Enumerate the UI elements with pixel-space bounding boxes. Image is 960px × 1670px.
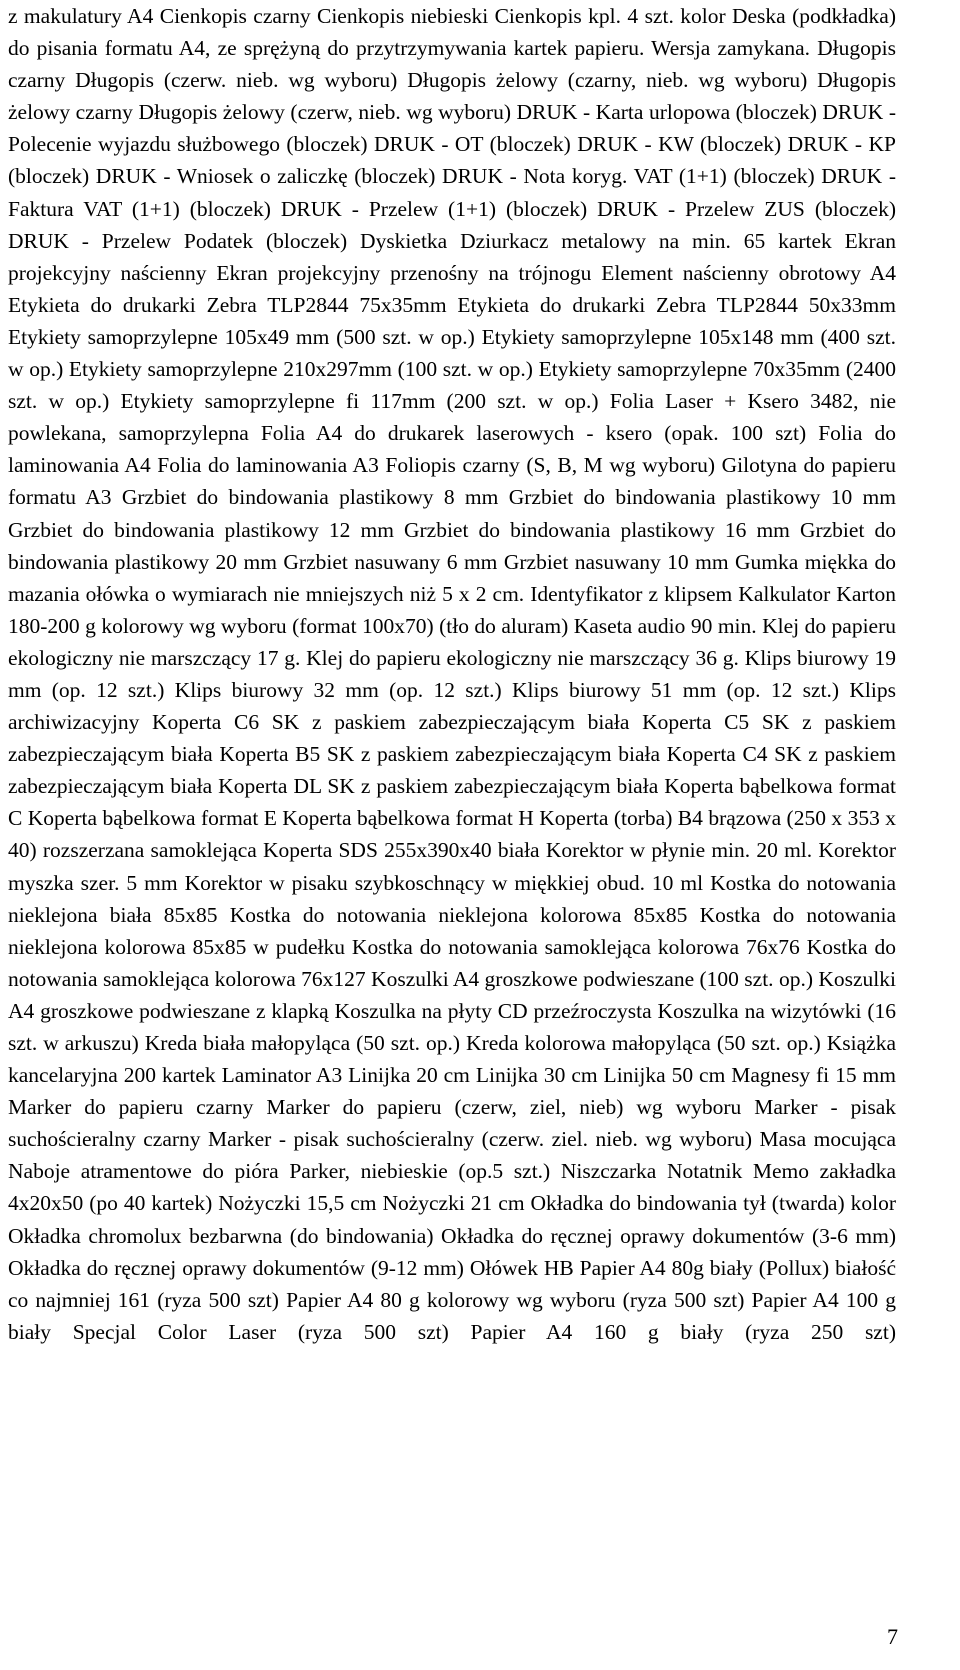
page-number: 7: [887, 1624, 898, 1649]
body-text: z makulatury A4 Cienkopis czarny Cienkopis niebieski Cienkopis kpl. 4 szt. kolor Deska (podkładka) do pisania formatu A4, ze sprężyną do przytrzymywania kartek papieru. Wersja zamykana. Długopis czarny Długopis (czerw. nieb. wg wyboru) Długopis żelowy (czarny, nieb. wg wyboru) Długopis żelowy czarny Długopis żelowy (czerw, nieb. wg wyboru) DRUK - Karta urlopowa (bloczek) DRUK - Polecenie wyjazdu służbowego (bloczek) DRUK - OT (bloczek) DRUK - KW (bloczek) DRUK - KP (bloczek) DRUK - Wniosek o zaliczkę (bloczek) DRUK - Nota koryg. VAT (1+1) (bloczek) DRUK - Faktura VAT (1+1) (bloczek) DRUK - Przelew (1+1) (bloczek) DRUK - Przelew ZUS (bloczek) DRUK - Przelew Podatek (bloczek) Dyskietka Dziurkacz metalowy na min. 65 kartek Ekran projekcyjny naścienny Ekran projekcyjny przenośny na trójnogu Element naścienny obrotowy A4 Etykieta do drukarki Zebra TLP2844 75x35mm Etykieta do drukarki Zebra TLP2844 50x33mm Etykiety samoprzylepne 105x49 mm (500 szt. w op.) Etykiety samoprzylepne 105x148 mm (400 szt. w op.) Etykiety samoprzylepne 210x297mm (100 szt. w op.) Etykiety samoprzylepne 70x35mm (2400 szt. w op.) Etykiety samoprzylepne fi 117mm (200 szt. w op.) Folia Laser + Ksero 3482, nie powlekana, samoprzylepna Folia A4 do drukarek laserowych - ksero (opak. 100 szt) Folia do laminowania A4 Folia do laminowania A3 Foliopis czarny (S, B, M wg wyboru) Gilotyna do papieru formatu A3 Grzbiet do bindowania plastikowy 8 mm Grzbiet do bindowania plastikowy 10 mm Grzbiet do bindowania plastikowy 12 mm Grzbiet do bindowania plastikowy 16 mm Grzbiet do bindowania plastikowy 20 mm Grzbiet nasuwany 6 mm Grzbiet nasuwany 10 mm Gumka miękka do mazania ołówka o wymiarach nie mniejszych niż 5 x 2 cm. Identyfikator z klipsem Kalkulator Karton 180-200 g kolorowy wg wyboru (format 100x70) (tło do aluram) Kaseta audio 90 min. Klej do papieru ekologiczny nie marszczący 17 g. Klej do papieru ekologiczny nie marszczący 36 g. Klips biurowy 19 mm (op. 12 szt.) Klips biurowy 32 mm (op. 12 szt.) Klips biurowy 51 mm (op. 12 szt.) Klips archiwizacyjny Koperta C6 SK z paskiem zabezpieczającym biała Koperta C5 SK z paskiem zabezpieczającym biała Koperta B5 SK z paskiem zabezpieczającym biała Koperta C4 SK z paskiem zabezpieczającym biała Koperta DL SK z paskiem zabezpieczającym biała Koperta bąbelkowa format C Koperta bąbelkowa format E Koperta bąbelkowa format H Koperta (torba) B4 brązowa (250 x 353 x 40) rozszerzana samoklejąca Koperta SDS 255x390x40 biała Korektor w płynie min. 20 ml. Korektor myszka szer. 5 mm Korektor w pisaku szybkoschnący w miękkiej obud. 10 ml Kostka do notowania nieklejona biała 85x85 Kostka do notowania nieklejona kolorowa 85x85 Kostka do notowania nieklejona kolorowa 85x85 w pudełku Kostka do notowania samoklejąca kolorowa 76x76 Kostka do notowania samoklejąca kolorowa 76x127 Koszulki A4 groszkowe podwieszane (100 szt. op.) Koszulki A4 groszkowe podwieszane z klapką Koszulka na płyty CD przeźroczysta Koszulka na wizytówki (16 szt. w arkuszu) Kreda biała małopyląca (50 szt. op.) Kreda kolorowa małopyląca (50 szt. op.) Książka kancelaryjna 200 kartek Laminator A3 Linijka 20 cm Linijka 30 cm Linijka 50 cm Magnesy fi 15 mm Marker do papieru czarny Marker do papieru (czerw, ziel, nieb) wg wyboru Marker - pisak suchościeralny czarny Marker - pisak suchościeralny (czerw. ziel. nieb. wg wyboru) Masa mocująca Naboje atramentowe do pióra Parker, niebieskie (op.5 szt.) Niszczarka Notatnik Memo zakładka 4x20x50 (po 40 kartek) Nożyczki 15,5 cm Nożyczki 21 cm Okładka do bindowania tył (twarda) kolor Okładka chromolux bezbarwna (do bindowania) Okładka do ręcznej oprawy dokumentów (3-6 mm) Okładka do ręcznej oprawy dokumentów (9-12 mm) Ołówek HB Papier A4 80g biały (Pollux) białość co najmniej 161 (ryza 500 szt) Papier A4 80 g kolorowy wg wyboru (ryza 500 szt) Papier A4 100 g biały Specjal Color Laser (ryza 500 szt) Papier A4 160 g biały (ryza 250 szt): [8, 4, 896, 1344]
